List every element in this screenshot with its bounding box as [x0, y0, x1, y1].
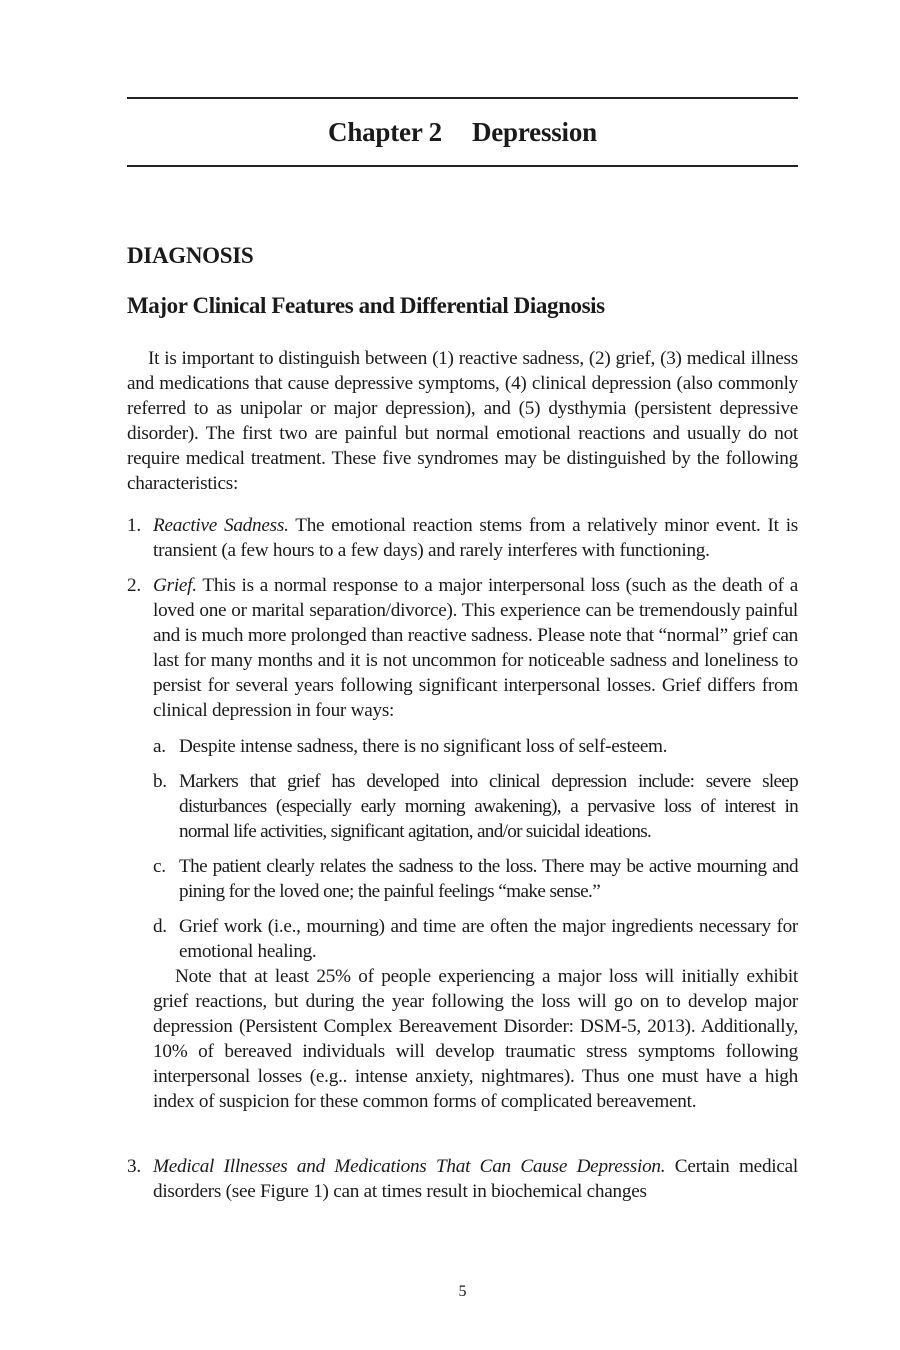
- sub-marker: d.: [153, 916, 167, 937]
- list-marker: 1.: [127, 515, 141, 536]
- list-marker: 3.: [127, 1156, 141, 1177]
- list-item-grief: [127, 573, 798, 723]
- grief-note-paragraph: Note that at least 25% of people experiencing a major loss will initially exhibit grief reactions, but during the year following the loss will go on to develop major depression (Persistent Complex Bereavement Disorder: DSM-5, 2013). Additionally, 10% of bereaved individuals will develop traumatic stress symptoms following interpersonal losses (e.g.. intense anxiety, nightmares). Thus one must have a high index of suspicion for these common forms of complicated bereavement.: [153, 966, 798, 1112]
- page-number: 5: [458, 1283, 467, 1300]
- list-text: The emotional reaction stems from a relatively minor event. It is transient (a few hours to a few days) and rarely interferes with functioning.: [153, 515, 799, 561]
- list-text: This is a normal response to a major interpersonal loss (such as the death of a loved one or marital separation/divorce). This experience can be tremendously painful and is much more prolonged than reactive sadness. Please note that “normal” grief can last for many months and it is not uncommon for noticeable sadness and loneliness to persist for several years following significant interpersonal losses. Grief differs from clinical depression in four ways:: [153, 575, 798, 721]
- sub-item-c: [153, 854, 798, 904]
- list-term: Grief.: [153, 575, 197, 596]
- bottom-rule: [127, 165, 798, 167]
- list-marker: 2.: [127, 575, 141, 596]
- intro-paragraph: It is important to distinguish between (1) reactive sadness, (2) grief, (3) medical illness and medications that cause depressive symptoms, (4) clinical depression (also commonly referred to as unipolar or major depression), and (5) dysthymia (persistent depressive disorder). The first two are painful but normal emotional reactions and usually do not require medical treatment. These five syndromes may be distinguished by the following characteristics:: [127, 348, 798, 494]
- chapter-title: [127, 117, 798, 148]
- sub-text: Grief work (i.e., mourning) and time are often the major ingredients necessary for emotional healing.: [179, 916, 798, 962]
- chapter-name: Depression: [471, 117, 597, 147]
- list-item-medical-illness: [127, 1154, 798, 1204]
- sub-item-d: [153, 914, 798, 964]
- sub-text: Despite intense sadness, there is no significant loss of self-esteem.: [179, 736, 668, 757]
- sub-item-a: [153, 734, 798, 759]
- subsection-heading: Major Clinical Features and Differential Diagnosis: [127, 293, 605, 318]
- sub-marker: c.: [153, 856, 166, 877]
- list-term: Reactive Sadness.: [153, 515, 289, 536]
- list-term: Medical Illnesses and Medications That Can Cause Depression.: [153, 1156, 666, 1177]
- sub-text: Markers that grief has developed into clinical depression include: severe sleep disturbances (especially early morning awakening), a pervasive loss of interest in normal life activities, significant agitation, and/or suicidal ideations.: [179, 771, 798, 842]
- list-item-reactive-sadness: [127, 513, 798, 563]
- sub-item-b: [153, 769, 798, 844]
- sub-text: The patient clearly relates the sadness to the loss. There may be active mourning and pining for the loved one; the painful feelings “make sense.”: [179, 856, 798, 902]
- chapter-number: Chapter 2: [328, 117, 442, 147]
- sub-marker: b.: [153, 771, 167, 792]
- list-text: Certain medical disorders (see Figure 1) can at times result in biochemical changes: [153, 1156, 798, 1202]
- section-heading: DIAGNOSIS: [127, 243, 254, 268]
- top-rule: [127, 97, 798, 99]
- sub-marker: a.: [153, 736, 166, 757]
